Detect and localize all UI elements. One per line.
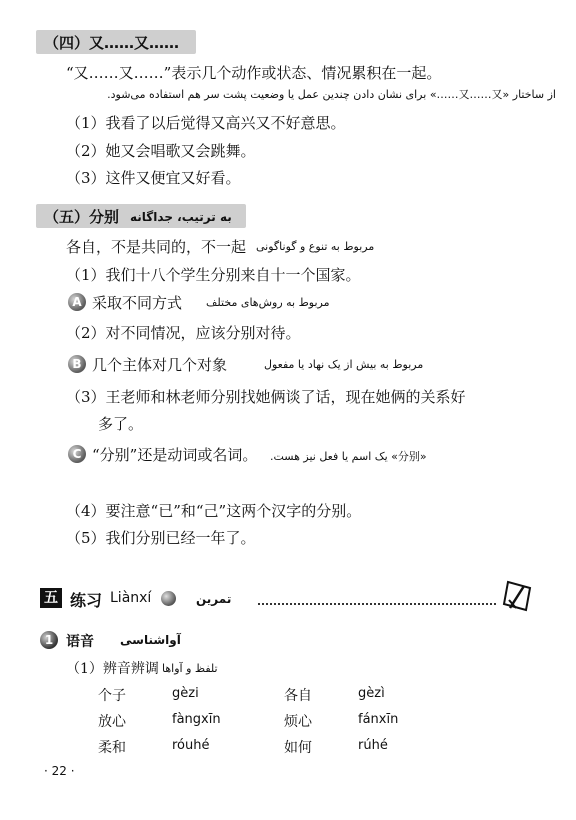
phonetics-number-badge: 1: [40, 631, 58, 649]
note-a-fa: مربوط به روش‌های مختلف: [206, 296, 330, 309]
word-5-pinyin: róuhé: [172, 738, 210, 753]
section-5-title-fa: به ترتیب، جداگانه: [130, 210, 232, 224]
meaning-a-zh: 各自，不是共同的，不一起: [66, 238, 247, 256]
phonetics-title-fa: آواشناسی: [120, 633, 181, 647]
note-c-badge: C: [68, 445, 86, 463]
section-5-example-2: （2）对不同情况，应该分别对待。: [66, 324, 301, 342]
word-1-zh: 个子: [98, 688, 126, 704]
word-5-zh: 柔和: [98, 740, 126, 756]
section-4-example-3: （3）这件又便宜又好看。: [66, 169, 241, 187]
word-3-zh: 放心: [98, 714, 126, 730]
section-5-example-3-line-2: 多了。: [98, 415, 144, 433]
section-4-description-fa: از ساختار «又……又……» برای نشان دادن چندین عمل یا وضعیت پشت سر هم استفاده می‌شود.: [107, 88, 556, 101]
pencil-paper-icon: [500, 578, 536, 614]
word-3-pinyin: fàngxīn: [172, 712, 221, 727]
note-b-badge: B: [68, 355, 86, 373]
section-5-example-5: （5）我们分别已经一年了。: [66, 529, 256, 547]
word-6-zh: 如何: [284, 740, 312, 756]
exercise-dotted-line: [258, 603, 496, 605]
note-a-zh: 采取不同方式: [92, 294, 183, 312]
exercise-title-fa: تمرین: [196, 592, 232, 606]
note-c: [68, 443, 86, 463]
phonetics-title-zh: 语音: [66, 634, 94, 650]
exercise-title-zh: 练习: [70, 591, 103, 610]
word-4-pinyin: fánxīn: [358, 712, 399, 727]
section-4-title: （四）又……又……: [44, 34, 180, 52]
note-c-fa: «分别» یک اسم یا فعل نیز هست.: [270, 450, 427, 463]
note-a: [68, 291, 86, 311]
note-b-zh: 几个主体对几个对象: [92, 356, 228, 374]
exercise-bullet-icon: [161, 591, 176, 606]
word-2-zh: 各自: [284, 688, 312, 704]
part-1-title-fa: تلفظ و آواها: [162, 662, 218, 675]
section-5-example-3-line-1: （3）王老师和林老师分别找她俩谈了话，现在她俩的关系好: [66, 388, 466, 406]
section-4-example-1: （1）我看了以后觉得又高兴又不好意思。: [66, 114, 346, 132]
word-4-zh: 烦心: [284, 714, 312, 730]
meaning-a-fa: مربوط به تنوع و گوناگونی: [256, 240, 375, 253]
exercise-number-box: 五: [40, 588, 62, 608]
section-5-example-4: （4）要注意“已”和“己”这两个汉字的分别。: [66, 502, 362, 520]
exercise-title-pinyin: Liànxí: [110, 590, 152, 606]
word-2-pinyin: gèzì: [358, 686, 385, 701]
word-1-pinyin: gèzi: [172, 686, 199, 701]
page-number: · 22 ·: [44, 764, 75, 778]
note-b: [68, 353, 86, 373]
section-5-example-1: （1）我们十八个学生分别来自十一个国家。: [66, 266, 361, 284]
note-c-zh: “分别”还是动词或名词。: [92, 446, 258, 464]
note-a-badge: A: [68, 293, 86, 311]
word-6-pinyin: rúhé: [358, 738, 388, 753]
section-4-example-2: （2）她又会唱歌又会跳舞。: [66, 142, 256, 160]
note-b-fa: مربوط به بیش از یک نهاد یا مفعول: [264, 358, 424, 371]
part-1-title-zh: （1）辨音辨调: [66, 661, 159, 677]
section-4-description-zh: “又……又……”表示几个动作或状态、情况累积在一起。: [66, 64, 442, 82]
section-5-title: （五）分别: [44, 208, 120, 226]
